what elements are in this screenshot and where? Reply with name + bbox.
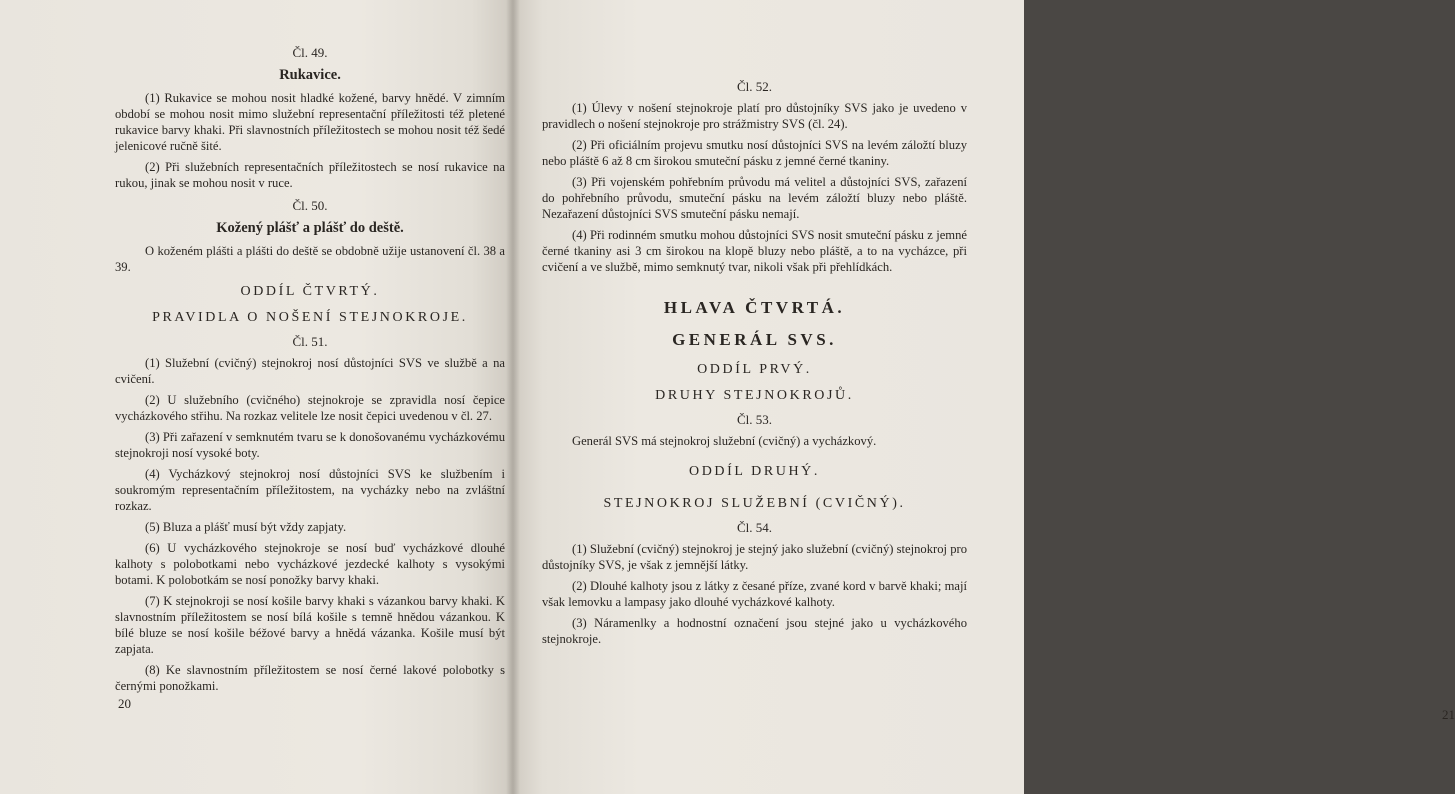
section-2-heading: ODDÍL DRUHÝ. [688,464,820,479]
article-49-title: Rukavice. [279,67,341,83]
article-49-paragraph-2: (2) Při služebních representačních příležitostech se nosí rukavice na rukou, jinak se mohou nosit v ruce. [115,160,505,190]
section-2-title: STEJNOKROJ SLUŽEBNÍ (CVIČNÝ). [603,496,906,511]
chapter-heading: HLAVA ČTVRTÁ. [663,298,846,317]
right-page [512,0,1455,794]
article-52-paragraph-1: (1) Úlevy v nošení stejnokroje platí pro důstojníky SVS jako je uvedeno v pravidlech o nošení stejnokroje pro strážmistry SVS (čl. 24). [542,101,967,131]
article-53-heading: Čl. 53. [736,412,773,427]
page-number-left: 20 [118,696,131,711]
article-54-paragraph-2: (2) Dlouhé kalhoty jsou z látky z česané příze, zvané kord v barvě khaki; mají však lemovku a lampasy jako dlouhé vycházkové kalhoty. [542,579,967,609]
article-51-paragraph-8: (8) Ke slavnostním příležitostem se nosí černé lakové polobotky s černými ponožkami. [115,663,505,693]
article-52-paragraph-4: (4) Při rodinném smutku mohou důstojníci SVS nosit smuteční pásku z jemné černé tkaniny asi 3 cm širokou na klopě bluzy nebo pláště, a to na vycházce, při cvičení a ve službě, mimo semknutý tvar, nikoli však při přehlídkách. [542,228,967,274]
article-51-paragraph-7: (7) K stejnokroji se nosí košile barvy khaki s vázankou barvy khaki. K slavnostním příležitostem se nosí bílá košile s temně hnědou vázankou. K bílé bluze se nosí košile béžové barvy a hnědá vázanka. Košile musí být zapjata. [115,594,505,656]
article-51-paragraph-2: (2) U služebního (cvičného) stejnokroje se zpravidla nosí čepice vycházkového střihu. Na rozkaz velitele lze nosit čepici uvedenou v čl. 27. [115,393,505,423]
article-54-heading: Čl. 54. [736,520,773,535]
right-page-text [542,72,967,652]
section-1-heading: ODDÍL PRVÝ. [697,362,812,377]
article-51-paragraph-5: (5) Bluza a plášť musí být vždy zapjaty. [145,520,347,534]
article-54-paragraph-1: (1) Služební (cvičný) stejnokroj je stejný jako služební (cvičný) stejnokroj pro důstojníky SVS, je však z jemnější látky. [542,542,967,572]
article-49-paragraph-1: (1) Rukavice se mohou nosit hladké kožené, barvy hnědé. V zimním období se mohou nosit mimo služební representační příležitosti též pletené rukavice barvy khaki. Při slavnostních příležitostech se mohou nosit též šedé jelenicové ručně šité. [115,91,505,153]
article-54-paragraph-3: (3) Náramenlky a hodnostní označení jsou stejné jako u vycházkového stejnokroje. [542,616,967,646]
page-number-right: 21 [1442,707,1455,722]
article-50-paragraph-1: O koženém plášti a plášti do deště se obdobně užije ustanovení čl. 38 a 39. [115,244,505,274]
article-49-heading: Čl. 49. [292,45,328,60]
article-53-paragraph-1: Generál SVS má stejnokroj služební (cvičný) a vycházkový. [572,434,877,448]
article-51-paragraph-3: (3) Při zařazení v semknutém tvaru se k donošovanému vycházkovému stejnokroji nosí vysoké boty. [115,430,505,460]
article-52-heading: Čl. 52. [736,79,773,94]
article-51-paragraph-6: (6) U vycházkového stejnokroje se nosí buď vycházkové dlouhé kalhoty s polobotkami nebo vycházkové jezdecké kalhoty s vysokými botami. K polobotkám se nosí ponožky barvy khaki. [115,541,505,587]
article-51-paragraph-1: (1) Služební (cvičný) stejnokroj nosí důstojníci SVS ve službě a na cvičení. [115,356,505,386]
article-51-heading: Čl. 51. [292,334,328,349]
article-52-paragraph-3: (3) Při vojenském pohřebním průvodu má velitel a důstojníci SVS, zařazení do pohřebního průvodu, smuteční pásku na levém záložtí bluzy nebo pláště. Nezařazení důstojníci SVS smuteční pásku nemají. [542,175,967,221]
article-50-heading: Čl. 50. [292,198,328,213]
left-page [0,0,512,794]
book-gutter [506,0,520,794]
section-1-title: DRUHY STEJNOKROJŮ. [655,388,854,403]
section-4-title: PRAVIDLA O NOŠENÍ STEJNOKROJE. [152,310,468,325]
left-page-text [115,38,505,699]
section-4-heading: ODDÍL ČTVRTÝ. [240,284,380,299]
article-51-paragraph-4: (4) Vycházkový stejnokroj nosí důstojníci SVS ke službením i soukromým representačním příležitostem, na vycházky nebo na zvláštní rozkaz. [115,467,505,513]
article-50-title: Kožený plášť a plášť do deště. [216,220,404,236]
article-52-paragraph-2: (2) Při oficiálním projevu smutku nosí důstojníci SVS na levém záložtí bluzy nebo pláště 6 až 8 cm širokou smuteční pásku z jemné černé tkaniny. [542,138,967,168]
chapter-title: GENERÁL SVS. [672,330,837,349]
